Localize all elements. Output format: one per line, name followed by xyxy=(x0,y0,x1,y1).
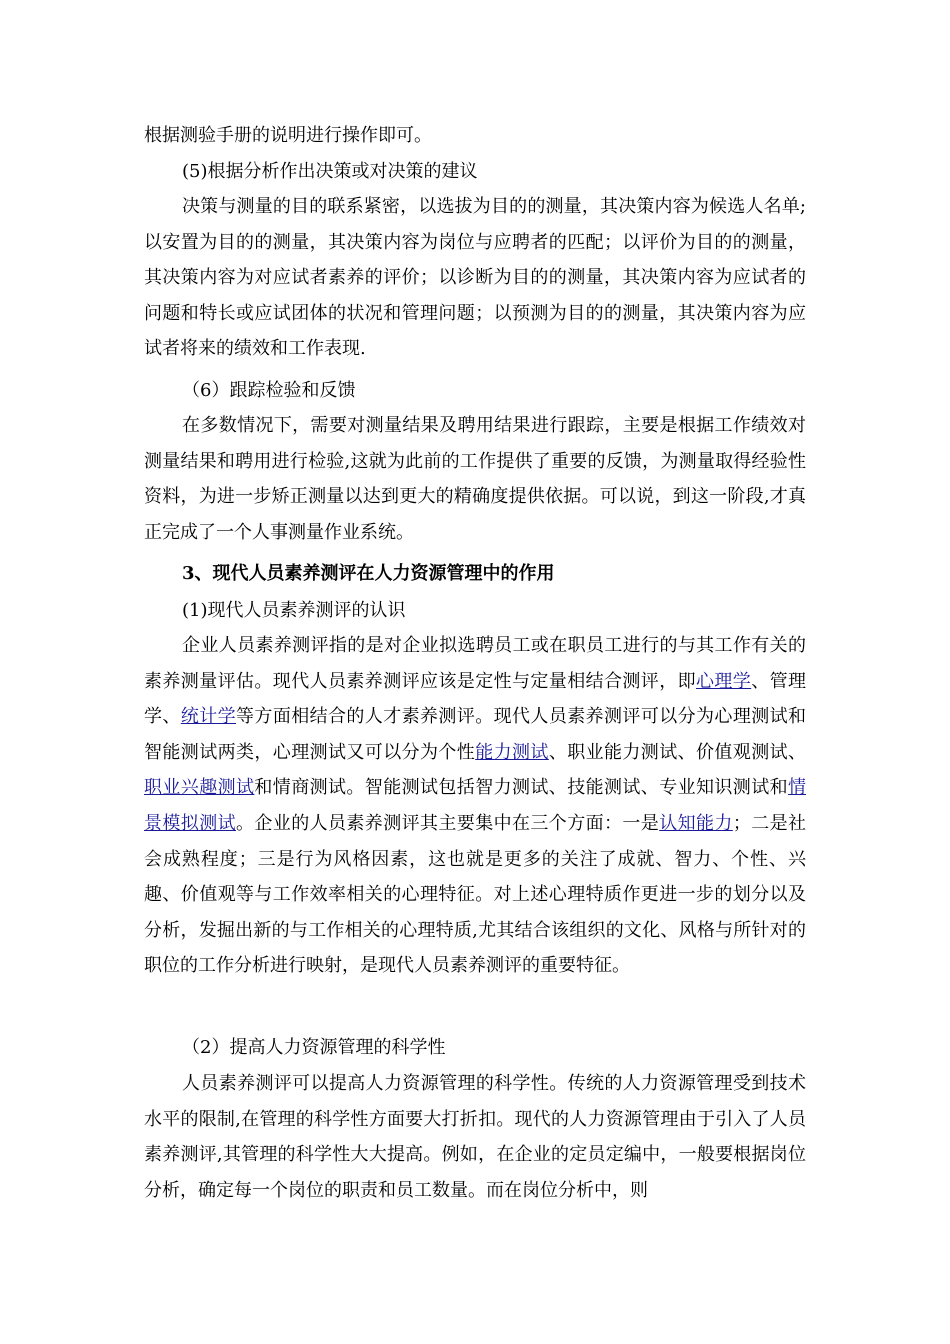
text-run: 企业人员素养测评指的是对企业拟选聘员工或在职员工进行的与其工作有关的素养测量评估。现代人员素养测评应该是定性与定量相结合测评，即 xyxy=(144,635,806,692)
text-run: 等方面相结合的人才素养测评。现代人员素养测评可以分为心理测试和智能测试两类，心理测试又可以分为个性 xyxy=(144,706,807,763)
career-interest-test-link[interactable]: 职业兴趣测试 xyxy=(144,777,255,799)
text-run: 。企业的人员素养测评其主要集中在三个方面：一是 xyxy=(236,812,660,834)
ability-test-link[interactable]: 能力测试 xyxy=(475,741,549,763)
paragraph-continuation: 根据测验手册的说明进行操作即可。 xyxy=(144,125,432,146)
decision-paragraph: 决策与测量的目的联系紧密，以选拔为目的的测量，其决策内容为候选人名单;以安置为目的的测量，其决策内容为岗位与应聘者的匹配；以评价为目的的测量，其决策内容为对应试者素养的评价；以诊断为目的的测量，其决策内容为应试者的问题和特长或应试团体的状况和管理问题；以预测为目的的测量，其决策内容为应试者将来的绩效和工作表现. xyxy=(144,196,806,360)
text-run: ；二是社会成熟程度；三是行为风格因素，这也就是更多的关注了成就、智力、个性、兴趣、价值观等与工作效率相关的心理特征。对上述心理特质作更进一步的划分以及分析，发掘出新的与工作相关的心理特质,尤其结合该组织的文化、风格与所针对的职位的工作分析进行映射，是现代人员素养测评的重要特征。 xyxy=(144,812,807,977)
tracking-paragraph: 在多数情况下，需要对测量结果及聘用结果进行跟踪，主要是根据工作绩效对测量结果和聘用进行检验,这就为此前的工作提供了重要的反馈，为测量取得经验性资料，为进一步矫正测量以达到更大的精确度提供依据。可以说，到这一阶段,才真正完成了一个人事测量作业系统。 xyxy=(144,415,806,543)
text-run: 和情商测试。智能测试包括智力测试、技能测试、专业知识测试和 xyxy=(254,777,789,799)
assessment-paragraph xyxy=(144,628,806,984)
section-3-heading: 3、现代人员素养测评在人力资源管理中的作用 xyxy=(182,563,555,584)
cognitive-ability-link[interactable]: 认知能力 xyxy=(659,812,733,834)
step-6-heading: （6）跟踪检验和反馈 xyxy=(182,380,356,401)
step-5-heading: (5)根据分析作出决策或对决策的建议 xyxy=(182,161,478,182)
subsection-2-heading: （2）提高人力资源管理的科学性 xyxy=(182,1037,446,1058)
situational-simulation-test-link[interactable]: 情景模拟测试 xyxy=(144,777,807,834)
psychology-link[interactable]: 心理学 xyxy=(696,670,752,692)
scientific-paragraph: 人员素养测评可以提高人力资源管理的科学性。传统的人力资源管理受到技术水平的限制,在管理的科学性方面要大打折扣。现代的人力资源管理由于引入了人员素养测评,其管理的科学性大大提高。例如，在企业的定员定编中，一般要根据岗位分析，确定每一个岗位的职责和员工数量。而在岗位分析中，则 xyxy=(144,1073,806,1201)
text-run: 、管理学、 xyxy=(144,670,807,728)
statistics-link[interactable]: 统计学 xyxy=(180,706,237,728)
text-run: 、职业能力测试、价值观测试、 xyxy=(548,741,807,763)
subsection-1-heading: (1)现代人员素养测评的认识 xyxy=(182,600,406,621)
